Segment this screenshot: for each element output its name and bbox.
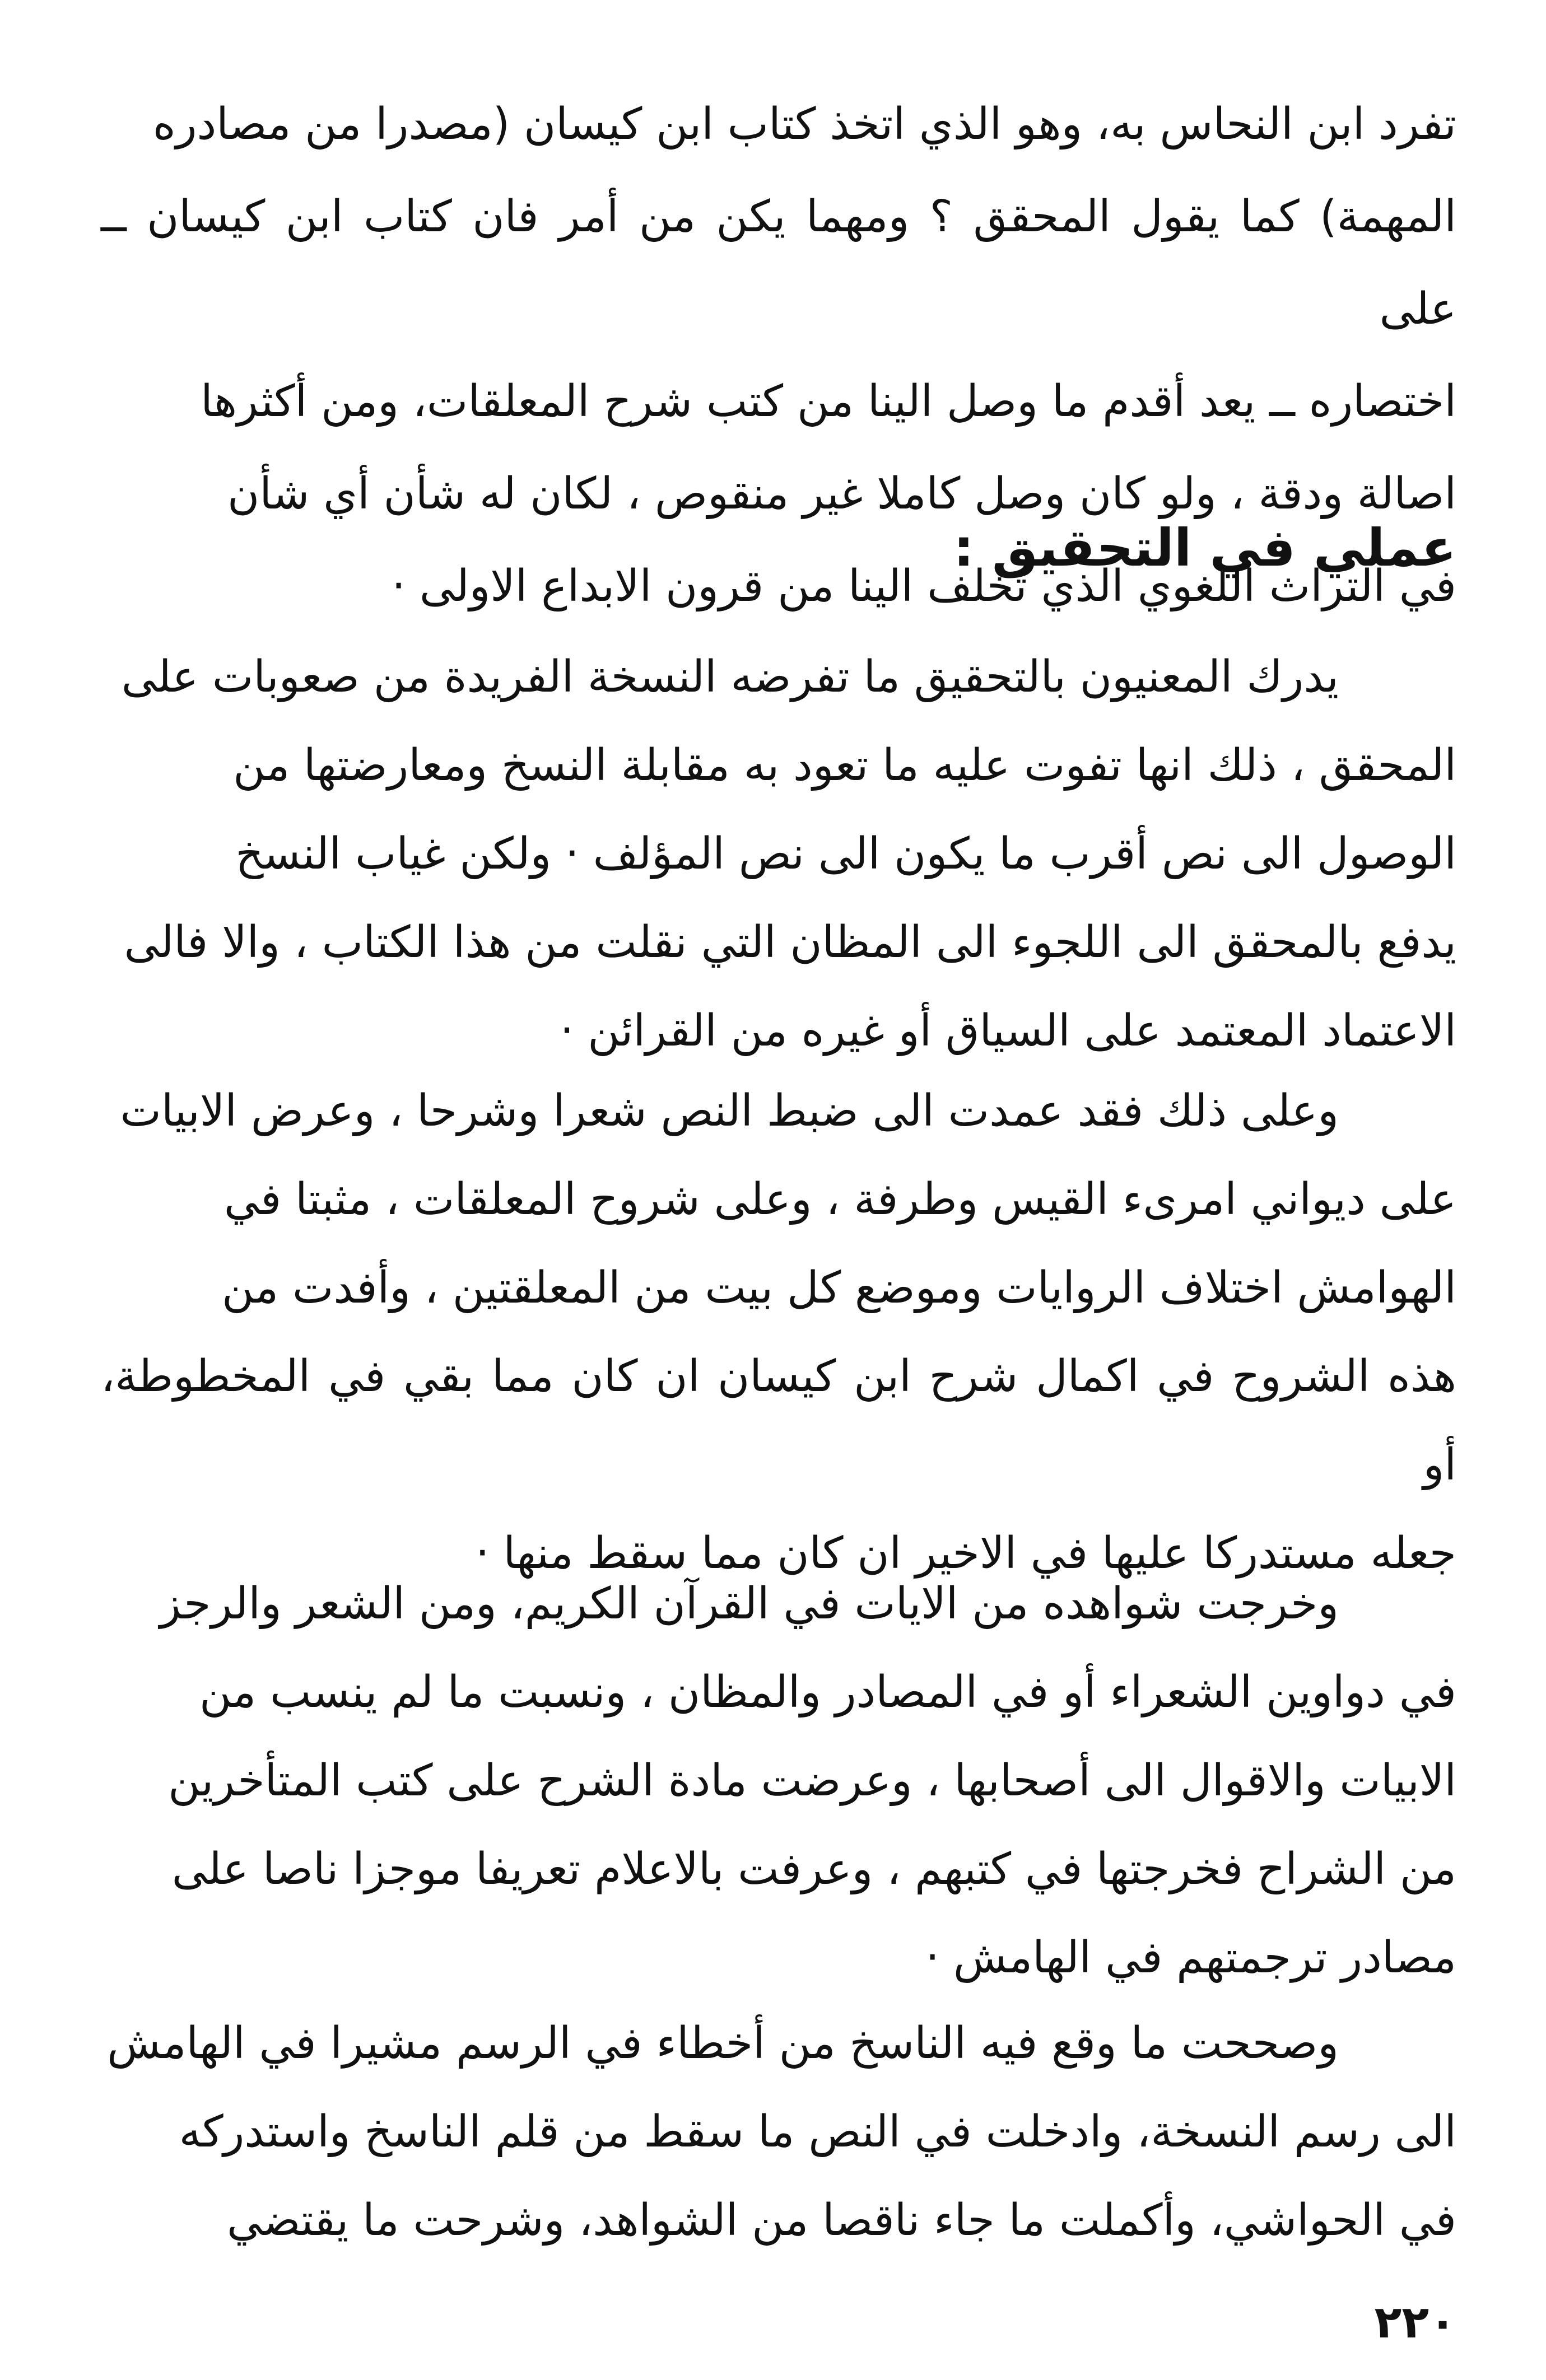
paragraph-difficulties <box>101 633 1456 1075</box>
paragraph-line: جعله مستدركا عليها في الاخير ان كان مما سقط منها · <box>475 1528 1456 1579</box>
paragraph-line: مصادر ترجمتهم في الهامش · <box>925 1933 1456 1983</box>
paragraph-line: وعلى ذلك فقد عمدت الى ضبط النص شعرا وشرحا ، وعرض الابيات <box>120 1086 1339 1136</box>
paragraph-line: اختصاره ــ يعد أقدم ما وصل الينا من كتب شرح المعلقات، ومن أكثرها <box>201 376 1456 427</box>
paragraph-line: هذه الشروح في اكمال شرح ابن كيسان ان كان مما بقي في المخطوطة، أو <box>101 1351 1456 1490</box>
paragraph-sources <box>101 1560 1456 2002</box>
paragraph-line: على ديواني امرىء القيس وطرفة ، وعلى شروح المعلقات ، مثبتا في <box>223 1174 1456 1225</box>
paragraph-line: يدفع بالمحقق الى اللجوء الى المظان التي نقلت من هذا الكتاب ، والا فالى <box>124 917 1456 968</box>
paragraph-line: المهمة) كما يقول المحقق ؟ ومهما يكن من أمر فان كتاب ابن كيسان ــ على <box>101 192 1456 334</box>
paragraph-line: الاعتماد المعتمد على السياق أو غيره من القرائن · <box>560 1006 1456 1056</box>
paragraph-line: الهوامش اختلاف الروايات وموضع كل بيت من المعلقتين ، وأفدت من <box>222 1263 1456 1313</box>
section-heading: عملي في التحقيق : <box>953 518 1456 578</box>
paragraph-line: وصححت ما وقع فيه الناسخ من أخطاء في الرسم مشيرا في الهامش <box>107 2018 1339 2069</box>
paragraph-line: وخرجت شواهده من الايات في القرآن الكريم، ومن الشعر والرجز <box>160 1579 1339 1629</box>
paragraph-line: تفرد ابن النحاس به، وهو الذي اتخذ كتاب ابن كيسان (مصدرا من مصادره <box>152 99 1456 150</box>
paragraph-method <box>101 1067 1456 1598</box>
paragraph-line: المحقق ، ذلك انها تفوت عليه ما تعود به مقابلة النسخ ومعارضتها من <box>233 740 1456 791</box>
paragraph-line: في الحواشي، وأكملت ما جاء ناقصا من الشواهد، وشرحت ما يقتضي <box>226 2195 1456 2246</box>
paragraph-line: يدرك المعنيون بالتحقيق ما تفرضه النسخة الفريدة من صعوبات على <box>121 652 1339 702</box>
paragraph-line: الابيات والاقوال الى أصحابها ، وعرضت مادة الشرح على كتب المتأخرين <box>168 1756 1456 1806</box>
paragraph-line: الى رسم النسخة، وادخلت في النص ما سقط من قلم الناسخ واستدركه <box>179 2107 1456 2157</box>
paragraph-corrections <box>101 1999 1456 2265</box>
paragraph-line: الوصول الى نص أقرب ما يكون الى نص المؤلف · ولكن غياب النسخ <box>235 829 1456 879</box>
paragraph-line: من الشراح فخرجتها في كتبهم ، وعرفت بالاعلام تعريفا موجزا ناصا على <box>171 1844 1456 1894</box>
paragraph-line: في التراث اللغوي الذي تخلف الينا من قرون الابداع الاولى · <box>392 561 1456 612</box>
paragraph-line: في دواوين الشعراء أو في المصادر والمظان ، ونسبت ما لم ينسب من <box>199 1667 1456 1718</box>
paragraph-line: اصالة ودقة ، ولو كان وصل كاملا غير منقوص ، لكان له شأن أي شأن <box>227 469 1456 519</box>
page-number: ٢٢٠ <box>1374 2296 1456 2348</box>
